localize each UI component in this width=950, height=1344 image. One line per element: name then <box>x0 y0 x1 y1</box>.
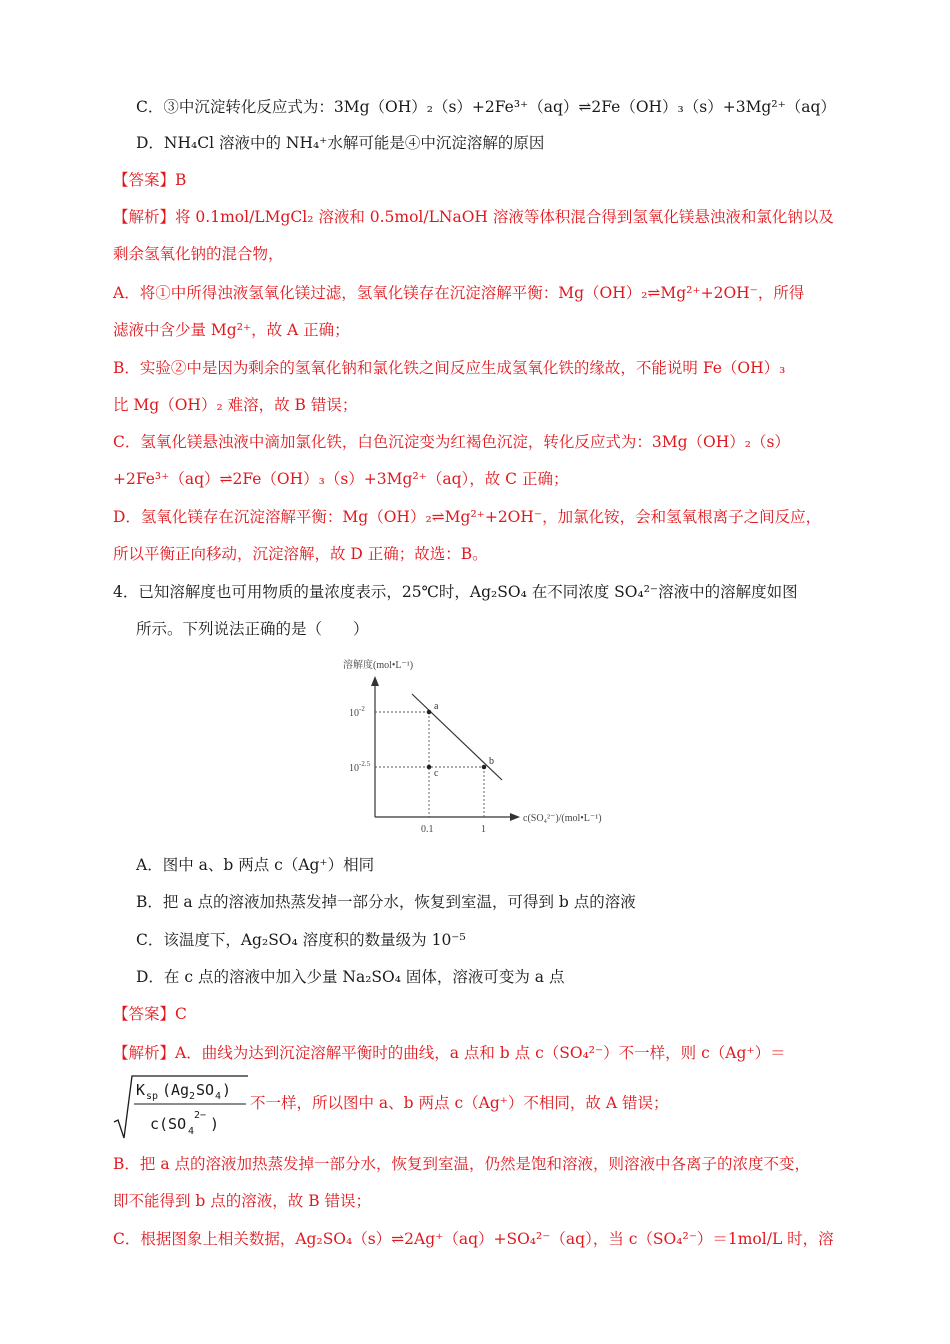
x-axis-arrow <box>510 813 520 821</box>
text-line-l22: 不一样，所以图中 a、b 两点 c（Ag⁺）不相同，故 A 错误； <box>250 1094 669 1112</box>
text-line-l18: C．该温度下，Ag₂SO₄ 溶度积的数量级为 10⁻⁵ <box>136 931 466 949</box>
formula-numerator-rest: (Ag <box>162 1081 190 1099</box>
text-line-l17: B．把 a 点的溶液加热蒸发掉一部分水，恢复到室温，可得到 b 点的溶液 <box>136 893 636 911</box>
point-label-a: a <box>434 701 439 712</box>
text-line-l01: C．③中沉淀转化反应式为：3Mg（OH）₂（s）+2Fe³⁺（aq）⇌2Fe（OH）₃（s）+3Mg²⁺（aq） <box>136 98 836 116</box>
text-line-l12: D．氢氧化镁存在沉淀溶解平衡：Mg（OH）₂⇌Mg²⁺+2OH⁻，加氯化铵，会和氢氧根离子之间反应， <box>113 508 822 526</box>
x-tick-label: 0.1 <box>421 824 434 835</box>
text-line-l02: D．NH₄Cl 溶液中的 NH₄⁺水解可能是④中沉淀溶解的原因 <box>136 134 545 152</box>
text-line-l25: C．根据图象上相关数据，Ag₂SO₄（s）⇌2Ag⁺（aq）+SO₄²⁻（aq），当 c（SO₄²⁻）＝1mol/L 时，溶 <box>113 1230 834 1248</box>
formula-denominator-sub: 4 <box>188 1126 195 1137</box>
solubility-chart <box>330 650 640 845</box>
text-line-l16: A．图中 a、b 两点 c（Ag⁺）相同 <box>136 856 375 874</box>
formula-numerator-sub2: 2 <box>189 1091 196 1102</box>
text-line-l10: C．氢氧化镁悬浊液中滴加氯化铁，白色沉淀变为红褐色沉淀，转化反应式为：3Mg（OH）₂（s） <box>113 433 790 451</box>
formula-numerator-close: ) <box>222 1081 232 1099</box>
formula-denominator-sup: 2− <box>194 1110 207 1121</box>
formula-numerator-rest2: SO <box>196 1081 215 1099</box>
point-c <box>427 765 432 770</box>
text-line-l20: 【答案】C <box>113 1005 187 1023</box>
text-line-l06: A．将①中所得浊液氢氧化镁过滤，氢氧化镁存在沉淀溶解平衡：Mg（OH）₂⇌Mg²⁺+2OH⁻，所得 <box>113 284 805 302</box>
text-line-l04: 【解析】将 0.1mol/LMgCl₂ 溶液和 0.5mol/LNaOH 溶液等体积混合得到氢氧化镁悬浊液和氯化钠以及 <box>113 208 834 226</box>
point-a <box>427 710 432 715</box>
text-line-l21: 【解析】A．曲线为达到沉淀溶解平衡时的曲线，a 点和 b 点 c（SO₄²⁻）不一样，则 c（Ag⁺）＝ <box>113 1044 786 1062</box>
y-tick-label: $10^{-2.5}$ <box>349 760 371 774</box>
y-axis-label: 溶解度(mol•L⁻¹) <box>343 660 414 671</box>
text-line-l14: 4．已知溶解度也可用物质的量浓度表示，25℃时，Ag₂SO₄ 在不同浓度 SO₄²⁻溶液中的溶解度如图 <box>113 583 798 601</box>
text-line-l24: 即不能得到 b 点的溶液，故 B 错误； <box>113 1192 372 1210</box>
point-b <box>482 765 487 770</box>
text-line-l05: 剩余氢氧化钠的混合物， <box>113 245 284 263</box>
text-line-l15: 所示。下列说法正确的是（ ） <box>136 620 369 638</box>
x-tick-label: 1 <box>481 824 486 835</box>
text-line-l08: B．实验②中是因为剩余的氢氧化钠和氯化铁之间反应生成氢氧化铁的缘故，不能说明 Fe（OH）₃ <box>113 359 786 377</box>
x-axis-label: c(SO₄²⁻)/(mol•L⁻¹) <box>523 813 602 824</box>
text-line-l09: 比 Mg（OH）₂ 难溶，故 B 错误； <box>113 396 358 414</box>
formula-numerator-sub: sp <box>146 1091 159 1102</box>
text-line-l13: 所以平衡正向移动，沉淀溶解，故 D 正确；故选：B。 <box>113 545 488 563</box>
solubility-curve <box>412 694 502 780</box>
ag-concentration-formula <box>112 1074 252 1140</box>
point-label-c: c <box>434 768 439 779</box>
text-line-l11: +2Fe³⁺（aq）⇌2Fe（OH）₃（s）+3Mg²⁺（aq），故 C 正确； <box>113 470 569 488</box>
text-line-l19: D．在 c 点的溶液中加入少量 Na₂SO₄ 固体，溶液可变为 a 点 <box>136 968 565 986</box>
formula-denominator-close: ) <box>210 1115 220 1133</box>
text-line-l23: B．把 a 点的溶液加热蒸发掉一部分水，恢复到室温，仍然是饱和溶液，则溶液中各离子的浓度不变， <box>113 1155 810 1173</box>
y-axis-arrow <box>371 676 379 686</box>
formula-denominator-main: c(SO <box>150 1115 187 1133</box>
text-line-l03: 【答案】B <box>113 171 187 189</box>
formula-numerator-main: K <box>136 1081 146 1099</box>
formula-numerator-sub3: 4 <box>215 1091 222 1102</box>
point-label-b: b <box>489 756 494 767</box>
text-line-l07: 滤液中含少量 Mg²⁺，故 A 正确； <box>113 321 350 339</box>
y-tick-label: $10^{-2}$ <box>349 705 365 719</box>
